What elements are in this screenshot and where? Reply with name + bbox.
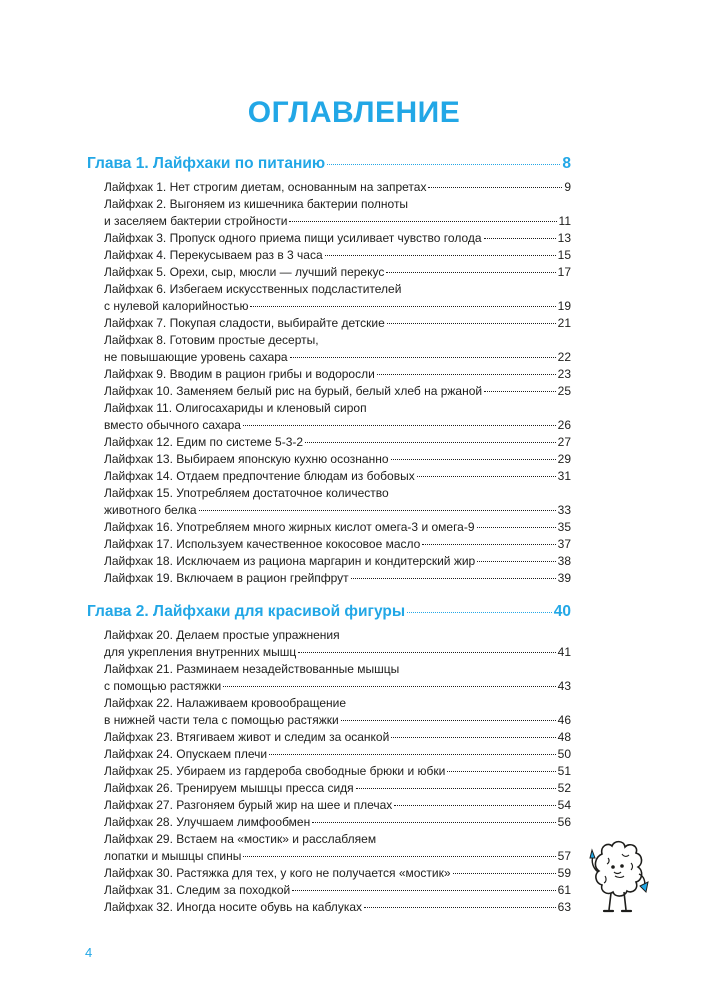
chapter-section <box>87 601 571 916</box>
toc-entry[interactable] <box>104 434 571 451</box>
entry-title: Лайфхак 20. Делаем простые упражнения <box>104 628 340 642</box>
toc-entry[interactable] <box>104 400 571 434</box>
entry-page-number: 38 <box>557 554 571 568</box>
entry-title: Лайфхак 12. Едим по системе 5-3-2 <box>104 435 304 449</box>
toc-entry-line <box>104 281 571 298</box>
dot-leader <box>422 544 555 545</box>
toc-entry-line <box>104 400 571 417</box>
toc-entry-line <box>104 468 571 485</box>
chapter-page-number: 40 <box>553 603 571 620</box>
mascot-illustration <box>582 836 652 916</box>
dot-leader <box>477 561 555 562</box>
toc-entry-line <box>104 485 571 502</box>
toc-entry[interactable] <box>104 729 571 746</box>
toc-entry-line <box>104 746 571 763</box>
entry-page-number: 39 <box>557 571 571 585</box>
toc-entry-line <box>104 434 571 451</box>
entry-page-number: 9 <box>564 180 571 194</box>
toc-entry[interactable] <box>104 451 571 468</box>
entry-title: вместо обычного сахара <box>104 418 241 432</box>
toc-entry-line <box>104 780 571 797</box>
table-of-contents <box>87 153 571 916</box>
toc-entry-line <box>104 831 571 848</box>
toc-entry-line <box>104 213 571 230</box>
entry-title: Лайфхак 10. Заменяем белый рис на бурый, белый хлеб на ржаной <box>104 384 483 398</box>
toc-entry-line <box>104 179 571 196</box>
entry-page-number: 27 <box>557 435 571 449</box>
toc-entry[interactable] <box>104 865 571 882</box>
entry-page-number: 29 <box>557 452 571 466</box>
toc-entry-line <box>104 814 571 831</box>
toc-entry-line <box>104 661 571 678</box>
entry-page-number: 43 <box>557 679 571 693</box>
chapter-title: Глава 2. Лайфхаки для красивой фигуры <box>87 603 406 620</box>
entry-page-number: 13 <box>557 231 571 245</box>
entry-title: животного белка <box>104 503 197 517</box>
toc-entry-line <box>104 627 571 644</box>
entry-title: лопатки и мышцы спины <box>104 849 242 863</box>
toc-entry[interactable] <box>104 485 571 519</box>
entry-title: Лайфхак 1. Нет строгим диетам, основанным на запретах <box>104 180 427 194</box>
entry-title: с нулевой калорийностью <box>104 299 249 313</box>
toc-entry-line <box>104 366 571 383</box>
dot-leader <box>477 527 556 528</box>
toc-entry-line <box>104 417 571 434</box>
toc-entry[interactable] <box>104 281 571 315</box>
entry-title: Лайфхак 28. Улучшаем лимфообмен <box>104 815 311 829</box>
toc-entry-line <box>104 678 571 695</box>
toc-entry[interactable] <box>104 247 571 264</box>
toc-entry[interactable] <box>104 695 571 729</box>
dot-leader <box>341 720 556 721</box>
toc-entry-line <box>104 848 571 865</box>
toc-entry[interactable] <box>104 746 571 763</box>
dot-leader <box>377 374 556 375</box>
toc-entry-line <box>104 247 571 264</box>
dot-leader <box>292 890 555 891</box>
toc-entry[interactable] <box>104 553 571 570</box>
entry-title: Лайфхак 18. Исключаем из рациона маргарин и кондитерский жир <box>104 554 476 568</box>
entry-page-number: 35 <box>557 520 571 534</box>
entry-title: Лайфхак 2. Выгоняем из кишечника бактерии полноты <box>104 197 409 211</box>
toc-entry-line <box>104 383 571 400</box>
dot-leader <box>289 221 556 222</box>
entry-title: Лайфхак 26. Тренируем мышцы пресса сидя <box>104 781 354 795</box>
dot-leader <box>447 771 555 772</box>
toc-entry[interactable] <box>104 627 571 661</box>
dot-leader <box>387 323 556 324</box>
toc-entry[interactable] <box>104 315 571 332</box>
toc-entry[interactable] <box>104 366 571 383</box>
toc-entry-line <box>104 882 571 899</box>
toc-entry-line <box>104 298 571 315</box>
toc-entry-line <box>104 536 571 553</box>
chapter-page-number: 8 <box>562 155 571 172</box>
dot-leader <box>327 164 560 165</box>
dot-leader <box>243 425 556 426</box>
page-title: ОГЛАВЛЕНИЕ <box>247 96 461 129</box>
toc-entry-line <box>104 797 571 814</box>
entry-page-number: 54 <box>557 798 571 812</box>
toc-entry[interactable] <box>104 831 571 865</box>
entry-page-number: 57 <box>557 849 571 863</box>
entry-page-number: 37 <box>557 537 571 551</box>
toc-entry[interactable] <box>104 230 571 247</box>
toc-entry[interactable] <box>104 468 571 485</box>
entry-title: и заселяем бактерии стройности <box>104 214 288 228</box>
dot-leader <box>325 255 556 256</box>
page-number: 4 <box>85 945 93 960</box>
dot-leader <box>290 357 556 358</box>
toc-entry-line <box>104 502 571 519</box>
toc-entry-line <box>104 570 571 587</box>
dot-leader <box>243 856 555 857</box>
entry-page-number: 61 <box>557 883 571 897</box>
entry-page-number: 59 <box>557 866 571 880</box>
dot-leader <box>391 459 556 460</box>
toc-entry[interactable] <box>104 519 571 536</box>
entry-page-number: 56 <box>557 815 571 829</box>
entry-title: Лайфхак 6. Избегаем искусственных подсластителей <box>104 282 402 296</box>
entry-page-number: 25 <box>557 384 571 398</box>
dot-leader <box>269 754 556 755</box>
entry-title: Лайфхак 32. Иногда носите обувь на каблуках <box>104 900 362 914</box>
entry-title: Лайфхак 29. Встаем на «мостик» и расслабляем <box>104 832 377 846</box>
toc-entry-line <box>104 349 571 366</box>
entry-title: Лайфхак 8. Готовим простые десерты, <box>104 333 319 347</box>
entry-title: Лайфхак 19. Включаем в рацион грейпфрут <box>104 571 349 585</box>
toc-entry[interactable] <box>104 661 571 695</box>
dot-leader <box>453 873 556 874</box>
dot-leader <box>351 578 556 579</box>
entry-title: с помощью растяжки <box>104 679 222 693</box>
chapter-section <box>87 153 571 587</box>
entry-page-number: 22 <box>557 350 571 364</box>
dot-leader <box>305 442 556 443</box>
toc-entry[interactable] <box>104 780 571 797</box>
entry-title: не повышающие уровень сахара <box>104 350 288 364</box>
toc-entry-line <box>104 763 571 780</box>
dot-leader <box>356 788 556 789</box>
dot-leader <box>394 805 555 806</box>
toc-entry-line <box>104 899 571 916</box>
chapter-heading[interactable] <box>87 153 571 175</box>
toc-entry-line <box>104 729 571 746</box>
toc-entry-line <box>104 230 571 247</box>
entry-page-number: 41 <box>557 645 571 659</box>
entry-title: Лайфхак 24. Опускаем плечи <box>104 747 268 761</box>
entry-title: Лайфхак 9. Вводим в рацион грибы и водоросли <box>104 367 375 381</box>
dot-leader <box>312 822 555 823</box>
entry-page-number: 21 <box>557 316 571 330</box>
entry-title: Лайфхак 13. Выбираем японскую кухню осознанно <box>104 452 389 466</box>
toc-entry-line <box>104 695 571 712</box>
entry-title: для укрепления внутренних мышц <box>104 645 297 659</box>
dot-leader <box>417 476 556 477</box>
toc-entry-line <box>104 315 571 332</box>
dot-leader <box>407 612 552 613</box>
entry-title: Лайфхак 17. Используем качественное кокосовое масло <box>104 537 421 551</box>
toc-entry[interactable] <box>104 264 571 281</box>
entry-title: Лайфхак 22. Налаживаем кровообращение <box>104 696 347 710</box>
dot-leader <box>223 686 555 687</box>
entry-page-number: 33 <box>557 503 571 517</box>
entry-title: Лайфхак 16. Употребляем много жирных кислот омега-3 и омега-9 <box>104 520 475 534</box>
entry-page-number: 63 <box>557 900 571 914</box>
toc-entry-line <box>104 519 571 536</box>
entry-title: Лайфхак 7. Покупая сладости, выбирайте детские <box>104 316 385 330</box>
entry-title: Лайфхак 23. Втягиваем живот и следим за осанкой <box>104 730 390 744</box>
entry-page-number: 50 <box>557 747 571 761</box>
chapter-heading[interactable] <box>87 601 571 623</box>
dot-leader <box>386 272 555 273</box>
toc-entry-line <box>104 644 571 661</box>
entry-title: Лайфхак 14. Отдаем предпочтение блюдам из бобовых <box>104 469 415 483</box>
entry-page-number: 19 <box>557 299 571 313</box>
entry-page-number: 15 <box>557 248 571 262</box>
dot-leader <box>298 652 555 653</box>
entry-title: Лайфхак 3. Пропуск одного приема пищи усиливает чувство голода <box>104 231 482 245</box>
entry-page-number: 51 <box>557 764 571 778</box>
dot-leader <box>484 238 556 239</box>
entry-title: Лайфхак 15. Употребляем достаточное количество <box>104 486 389 500</box>
dot-leader <box>428 187 562 188</box>
entry-page-number: 11 <box>558 214 571 228</box>
dot-leader <box>250 306 555 307</box>
toc-entry-line <box>104 451 571 468</box>
entry-title: Лайфхак 31. Следим за походкой <box>104 883 291 897</box>
entry-title: Лайфхак 25. Убираем из гардероба свободные брюки и юбки <box>104 764 446 778</box>
toc-entry[interactable] <box>104 763 571 780</box>
entry-page-number: 23 <box>557 367 571 381</box>
entry-page-number: 48 <box>557 730 571 744</box>
entry-title: Лайфхак 11. Олигосахариды и кленовый сироп <box>104 401 367 415</box>
toc-entry-line <box>104 553 571 570</box>
toc-entry-line <box>104 196 571 213</box>
dot-leader <box>391 737 555 738</box>
toc-entry[interactable] <box>104 383 571 400</box>
toc-entry[interactable] <box>104 179 571 196</box>
entry-title: в нижней части тела с помощью растяжки <box>104 713 339 727</box>
entry-title: Лайфхак 21. Разминаем незадействованные мышцы <box>104 662 400 676</box>
toc-entry-line <box>104 264 571 281</box>
entry-page-number: 52 <box>557 781 571 795</box>
toc-entry[interactable] <box>104 332 571 366</box>
toc-entry[interactable] <box>104 882 571 899</box>
entry-title: Лайфхак 5. Орехи, сыр, мюсли — лучший перекус <box>104 265 385 279</box>
entry-list <box>87 627 571 916</box>
toc-entry[interactable] <box>104 536 571 553</box>
toc-entry-line <box>104 332 571 349</box>
toc-entry[interactable] <box>104 196 571 230</box>
dot-leader <box>199 510 556 511</box>
entry-page-number: 31 <box>557 469 571 483</box>
chapter-title: Глава 1. Лайфхаки по питанию <box>87 155 326 172</box>
entry-title: Лайфхак 30. Растяжка для тех, у кого не получается «мостик» <box>104 866 451 880</box>
toc-entry[interactable] <box>104 797 571 814</box>
toc-entry[interactable] <box>104 570 571 587</box>
dot-leader <box>364 907 556 908</box>
toc-entry[interactable] <box>104 814 571 831</box>
toc-entry[interactable] <box>104 899 571 916</box>
toc-entry-line <box>104 712 571 729</box>
toc-entry-line <box>104 865 571 882</box>
entry-page-number: 46 <box>557 713 571 727</box>
entry-list <box>87 179 571 587</box>
entry-page-number: 26 <box>557 418 571 432</box>
dot-leader <box>484 391 556 392</box>
entry-page-number: 17 <box>557 265 571 279</box>
entry-title: Лайфхак 27. Разгоняем бурый жир на шее и плечах <box>104 798 393 812</box>
entry-title: Лайфхак 4. Перекусываем раз в 3 часа <box>104 248 323 262</box>
